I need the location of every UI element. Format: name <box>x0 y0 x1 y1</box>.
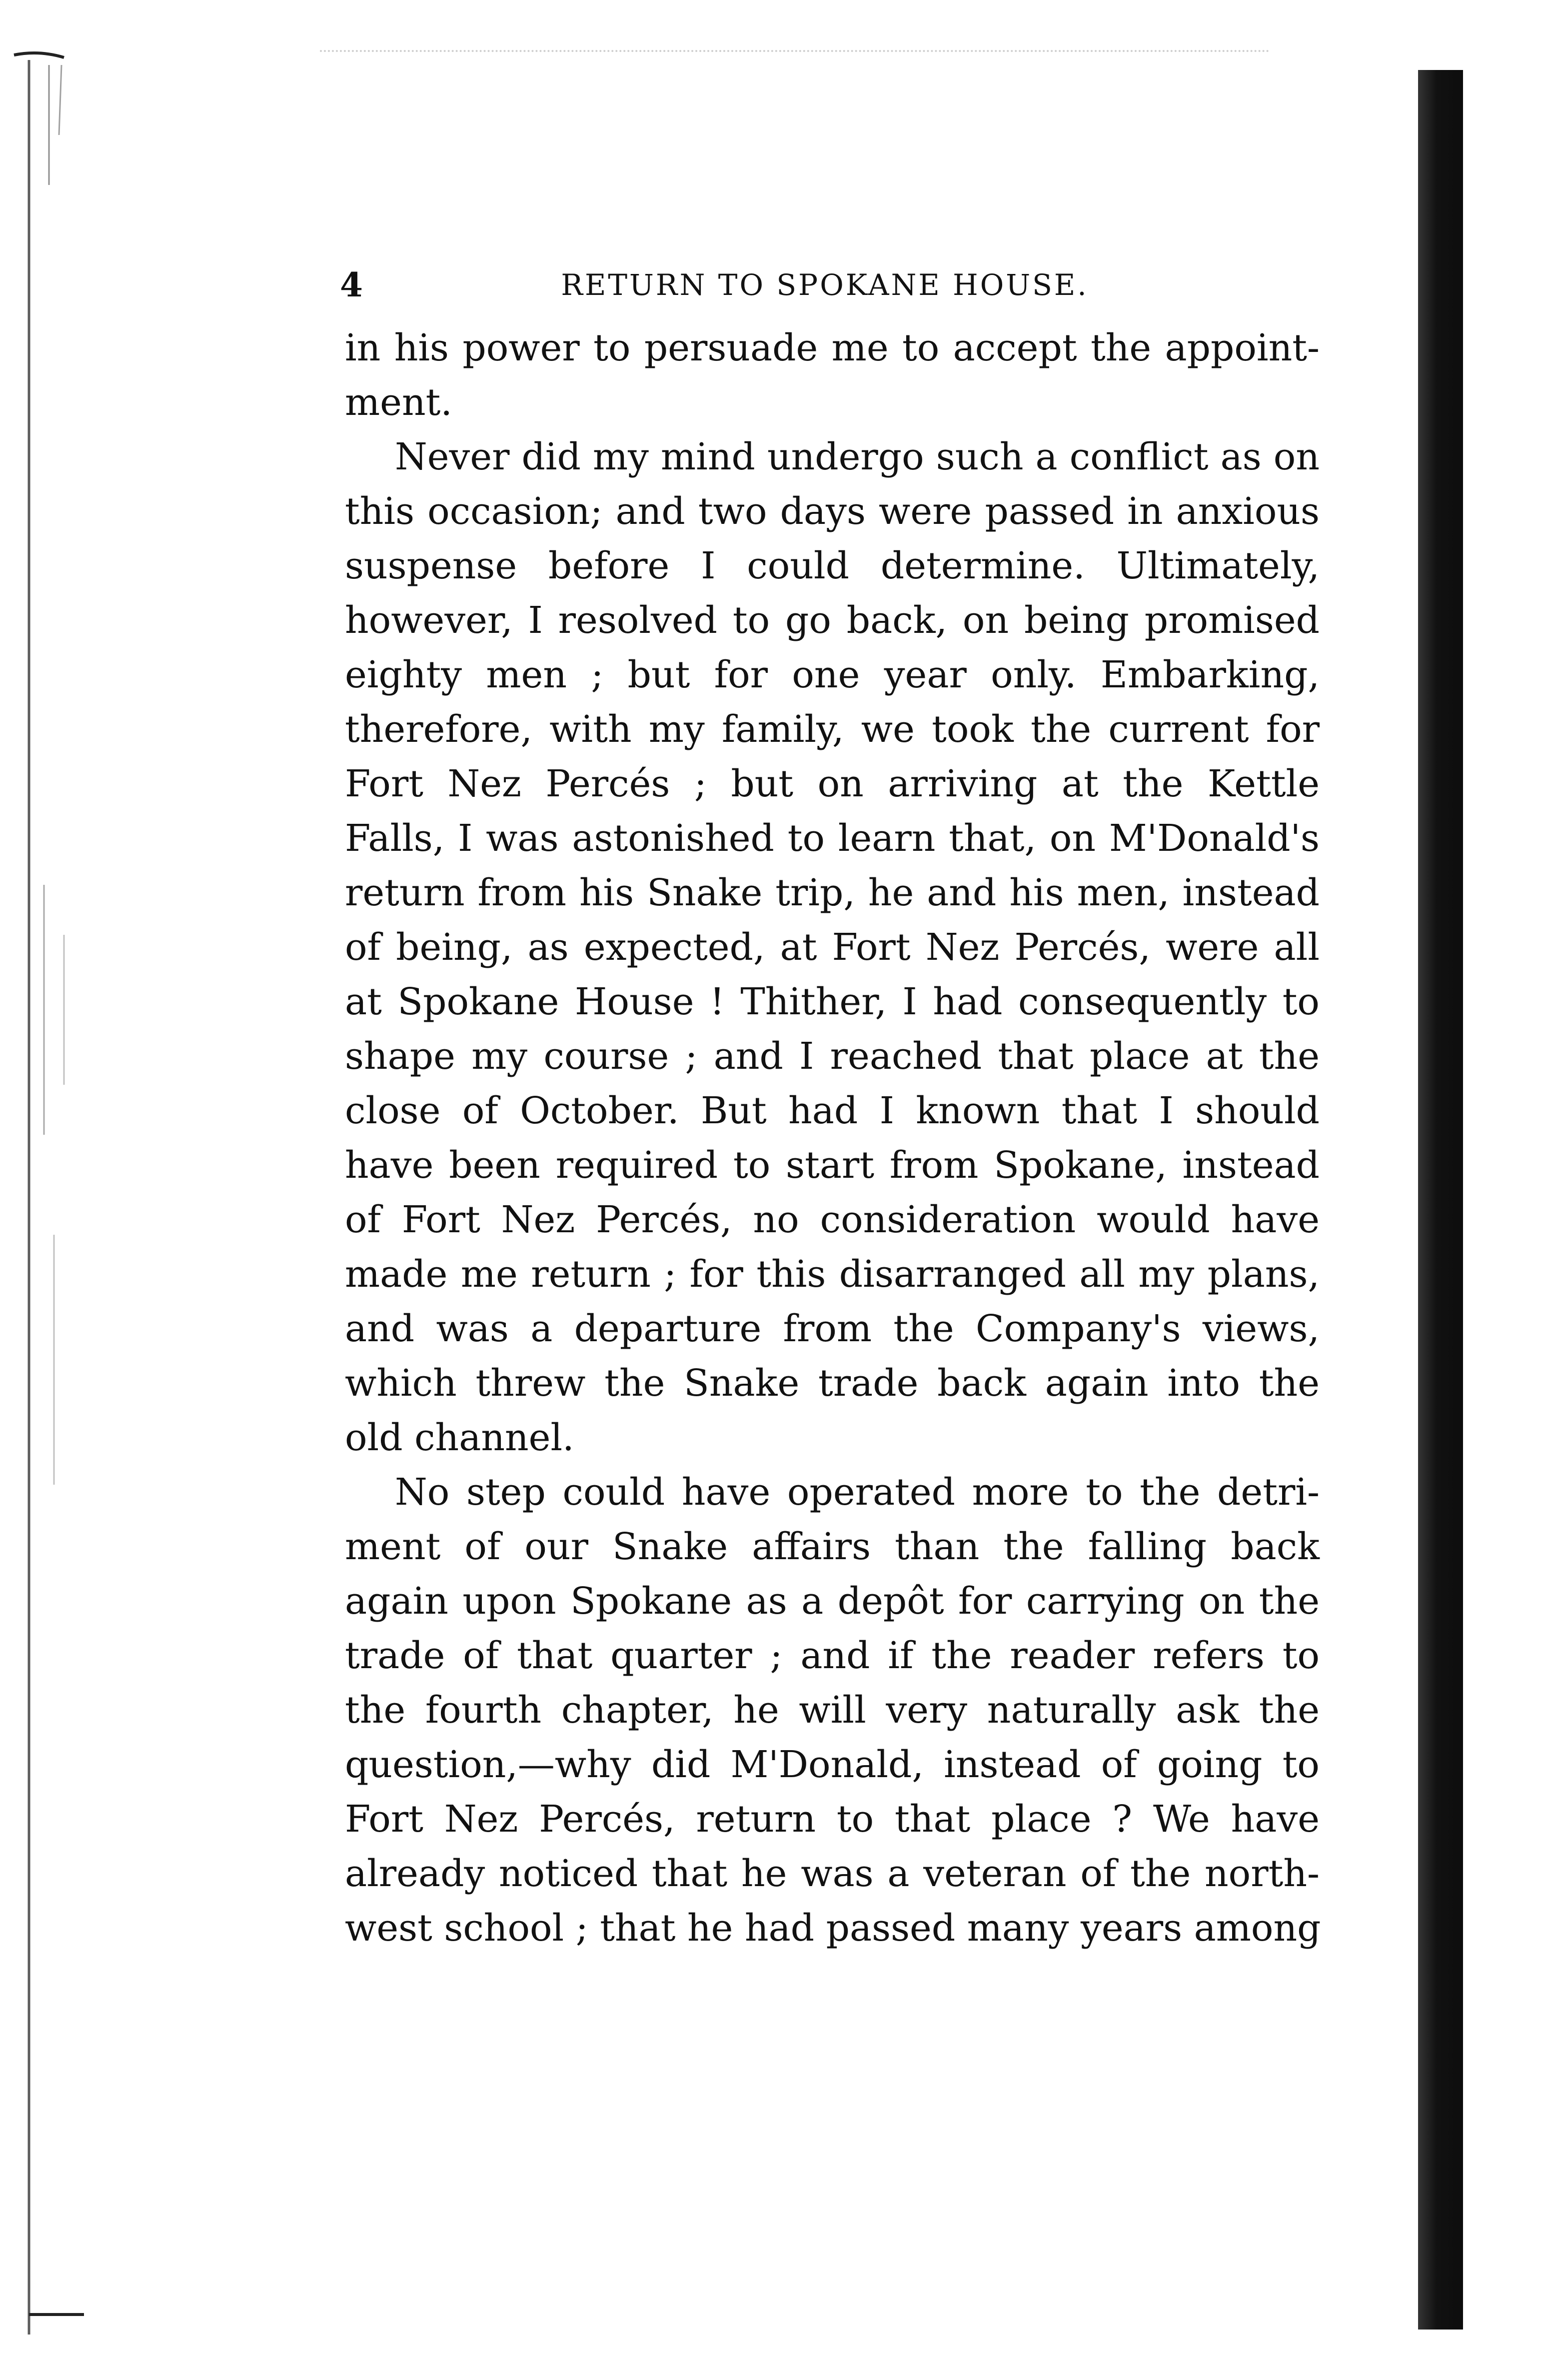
text-line: made me return ; for this disarranged all my plans, <box>345 1253 1320 1296</box>
text-line: return from his Snake trip, he and his men, instead <box>345 871 1320 914</box>
text-line: and was a departure from the Company's views, <box>345 1307 1320 1350</box>
text-line: suspense before I could determine. Ultimately, <box>345 544 1320 587</box>
top-scan-specks <box>320 50 1270 58</box>
running-title: RETURN TO SPOKANE HOUSE. <box>561 268 1089 302</box>
text-line: have been required to start from Spokane, instead <box>345 1144 1320 1187</box>
text-line: therefore, with my family, we took the current for <box>345 708 1320 751</box>
text-line: Fort Nez Percés ; but on arriving at the Kettle <box>345 762 1320 805</box>
text-line: trade of that quarter ; and if the reader refers to <box>345 1634 1320 1677</box>
text-line: again upon Spokane as a depôt for carrying on the <box>345 1580 1320 1623</box>
text-line: this occasion; and two days were passed in anxious <box>345 490 1320 533</box>
gutter-scan-marks <box>9 35 114 2345</box>
text-line: Never did my mind undergo such a conflict as on <box>395 435 1320 478</box>
text-line: ment. <box>345 381 452 424</box>
text-line: which threw the Snake trade back again into the <box>345 1362 1320 1405</box>
text-line: of Fort Nez Percés, no consideration would have <box>345 1198 1320 1241</box>
text-line: the fourth chapter, he will very naturally ask the <box>345 1689 1320 1732</box>
text-line: at Spokane House ! Thither, I had consequently to <box>345 980 1320 1023</box>
text-line: shape my course ; and I reached that place at the <box>345 1035 1320 1078</box>
page-edge-shadow <box>1418 70 1463 2330</box>
text-line: of being, as expected, at Fort Nez Percés, were all <box>345 926 1320 969</box>
body-text <box>345 321 1320 1956</box>
text-line: eighty men ; but for one year only. Embarking, <box>345 653 1320 696</box>
page-number: 4 <box>340 265 363 304</box>
text-line: ment of our Snake affairs than the falling back <box>345 1525 1320 1568</box>
text-line: close of October. But had I known that I should <box>345 1089 1320 1132</box>
text-line: already noticed that he was a veteran of the north- <box>345 1852 1320 1895</box>
text-line: Fort Nez Percés, return to that place ? We have <box>345 1798 1320 1841</box>
text-line: in his power to persuade me to accept the appoint- <box>345 326 1320 369</box>
text-line: west school ; that he had passed many years among <box>345 1907 1321 1950</box>
text-line: old channel. <box>345 1416 574 1459</box>
text-line: question,—why did M'Donald, instead of going to <box>345 1743 1320 1786</box>
text-line: however, I resolved to go back, on being promised <box>345 599 1320 642</box>
text-line: No step could have operated more to the detri- <box>395 1471 1320 1514</box>
text-line: Falls, I was astonished to learn that, on M'Donald's <box>345 817 1320 860</box>
running-header <box>340 260 1310 310</box>
